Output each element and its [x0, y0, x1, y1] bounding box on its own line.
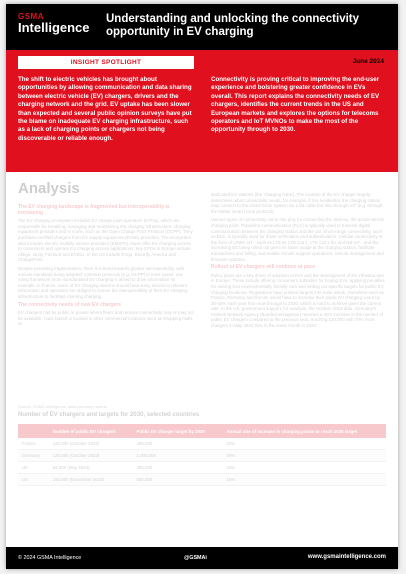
table-cell: France	[18, 438, 49, 450]
analysis-heading: Analysis	[18, 180, 80, 197]
website-link[interactable]: www.gsmaintelligence.com	[307, 554, 386, 560]
intro-band	[6, 50, 398, 172]
table-cell: 40%	[223, 450, 387, 462]
table-cell: 300,000	[132, 462, 222, 474]
table-cell: 192,000 (December 2023)	[49, 474, 133, 486]
paragraph: EV chargers can be public or private where fleets and remove connectivity may or may not be available; route based or located in other commercial locations such as shopping malls or	[18, 310, 194, 327]
table-cell: US	[18, 474, 49, 486]
table-cell: UK	[18, 462, 49, 474]
logo-gsma-text: GSMA	[18, 12, 44, 21]
table-header-cell: Public EV charger target by 2030	[132, 424, 222, 438]
publication-date: June 2024	[352, 58, 384, 65]
paragraph: The EV charging ecosystem includes EV charge point operators (CPOs), which are responsible for installing, managing and maintaining the charging infrastructure; charging equipment providers and in some, such as the Open Charge Point Protocol (OCPP). They purchase certified chargers from EV supply equipment (EVSE) providers. The ecosystem also includes electric mobility service providers (EMSPs), those offer EV charging access to consumers and operate EV charging access applications; key CPOs in Europe include Allego, Ionity, Fastned and EVBox. In the US include EVgo, Electrify America and ChargePoint.	[18, 218, 193, 263]
table-cell: 15%	[223, 474, 387, 486]
table-row	[18, 438, 386, 450]
copyright-text: © 2024 GSMA Intelligence	[18, 555, 82, 561]
logo-intelligence-text: Intelligence	[18, 20, 90, 35]
report-page	[6, 4, 398, 569]
table-cell: 120,000 (October 2023)	[49, 438, 133, 450]
table-cell: Germany	[18, 450, 49, 462]
analysis-section	[6, 172, 398, 544]
paragraph: Policy plans are a key driver of adoption of EVs and the development of EV infrastructure in Europe. These include offering consumers subsidies for buying EVs, applying penalties for owning less environmentally friendly cars and setting out specific targets for public EV charging locations. Regulations have pushed targets into trade winds, elsewhere such as France, Germany and the UK would have to increase their public EV charging count by 20-40% each year from now through to 2030, which is hard to achieve given the current rate. In the US, government support, for example, the October 2023 data, Germany's Federal Network Agency (Bundesnetzagentur) reported a 40% increase in the number of public EV chargers compared to the previous year, reaching 120,000 with 70% more chargers in May 2024 than in the same month in 2023.	[211, 272, 385, 329]
subheading-connectivity-needs: The connectivity needs of new EV chargers	[18, 301, 122, 308]
table-header-cell: Number of public EV chargers	[49, 424, 133, 438]
header-bar	[6, 4, 398, 50]
paragraph: dedicated EV stations (the 'charging hubs'). The location of the EV charger largely determines what connectivity needs; for example, if it is residential, the charging station may connect to the smart home system via LAN cable but also through IoT (e.g. through the Matter smart home protocol).	[211, 192, 383, 214]
table-header-row	[18, 424, 386, 438]
ev-chargers-table	[18, 424, 386, 486]
source-note: Source: GSMA Intelligence; data company reports	[18, 404, 107, 409]
report-title: Understanding and unlocking the connectivity opportunity in EV charging	[106, 13, 360, 38]
paragraph: Various types of connectivity come into play for connecting the devices, the actual vehicle charging point. Powerline communication (PLC) is typically used to transmit digital communication between the charging station and the car. Short-range connectivity, such as BLE, is typically used for driver verification and authentication. Cellular connectivity in the form of LPWA IoT - such as LTE-M, LTE Cat 1, LTE Cat 1 bis and NB-IoT - and the increasing 5G being rolled out given its lower usage at the charging station, facilitate transactions and billing, and enable remote support operations, remote management and firmware updates.	[211, 217, 385, 262]
intro-paragraph-right: Connectivity is proving critical to improving the end-user experience and bolstering greater confidence in EVs overall. This report explains the connectivity needs of EV chargers, identifies the current trends in the US and European markets and explores the options for telecoms operators and IoT MVNOs to make the most of the opportunity through to 2030.	[211, 76, 380, 134]
table-cell: 500,000	[132, 474, 222, 486]
subheading-rollout: Rollout of EV chargers will continue at pace	[211, 264, 316, 271]
subheading-landscape: The EV charging landscape is fragmented but interoperability is increasing	[18, 204, 170, 216]
table-row	[18, 450, 386, 462]
table-title: Number of EV chargers and targets for 2030, selected countries	[18, 412, 200, 418]
intro-paragraph-left: The shift to electric vehicles has brought about opportunities by allowing communication and data sharing between electric vehicle (EV) chargers, drivers and the charging network and the grid. EV uptake has been slower than expected and several public opinion surveys have put the blame on inadequate EV charging infrastructure, such as a lack of charging points or chargers not being discoverable or reliable enough.	[18, 76, 192, 142]
table-header-cell	[18, 424, 49, 438]
analysis-column-right	[211, 192, 387, 332]
gsma-intelligence-logo	[18, 12, 90, 35]
table-cell: 400,000	[132, 438, 222, 450]
insight-spotlight-label: INSIGHT SPOTLIGHT	[18, 56, 194, 69]
table-cell: 62,000 (May 2024)	[49, 462, 133, 474]
table-header-cell: Annual rate of increase in charging points to reach 2030 target	[223, 424, 387, 438]
table-cell: 1,000,000	[132, 450, 222, 462]
footer-bar	[6, 547, 398, 569]
table-cell: 25%	[223, 462, 387, 474]
table-row	[18, 474, 386, 486]
table-row	[18, 462, 386, 474]
analysis-column-left	[18, 202, 194, 330]
table-cell: 120,000 (October 2023)	[49, 450, 133, 462]
paragraph: Despite persisting fragmentation, there is a trend towards greater interoperability, with various standards being adopted; common protocols (e.g. OCPP) in most cases; one ruling framework more standardised EV charging is aimed to drive information for example, in France, users of EV charging stations should have easy access to relevant information and operators are obliged to ensure the interoperability of their EV charging infrastructure to facilitate roaming charging.	[18, 265, 188, 299]
gsmai-handle[interactable]: @GSMAi	[184, 555, 207, 561]
table-cell: 20%	[223, 438, 387, 450]
